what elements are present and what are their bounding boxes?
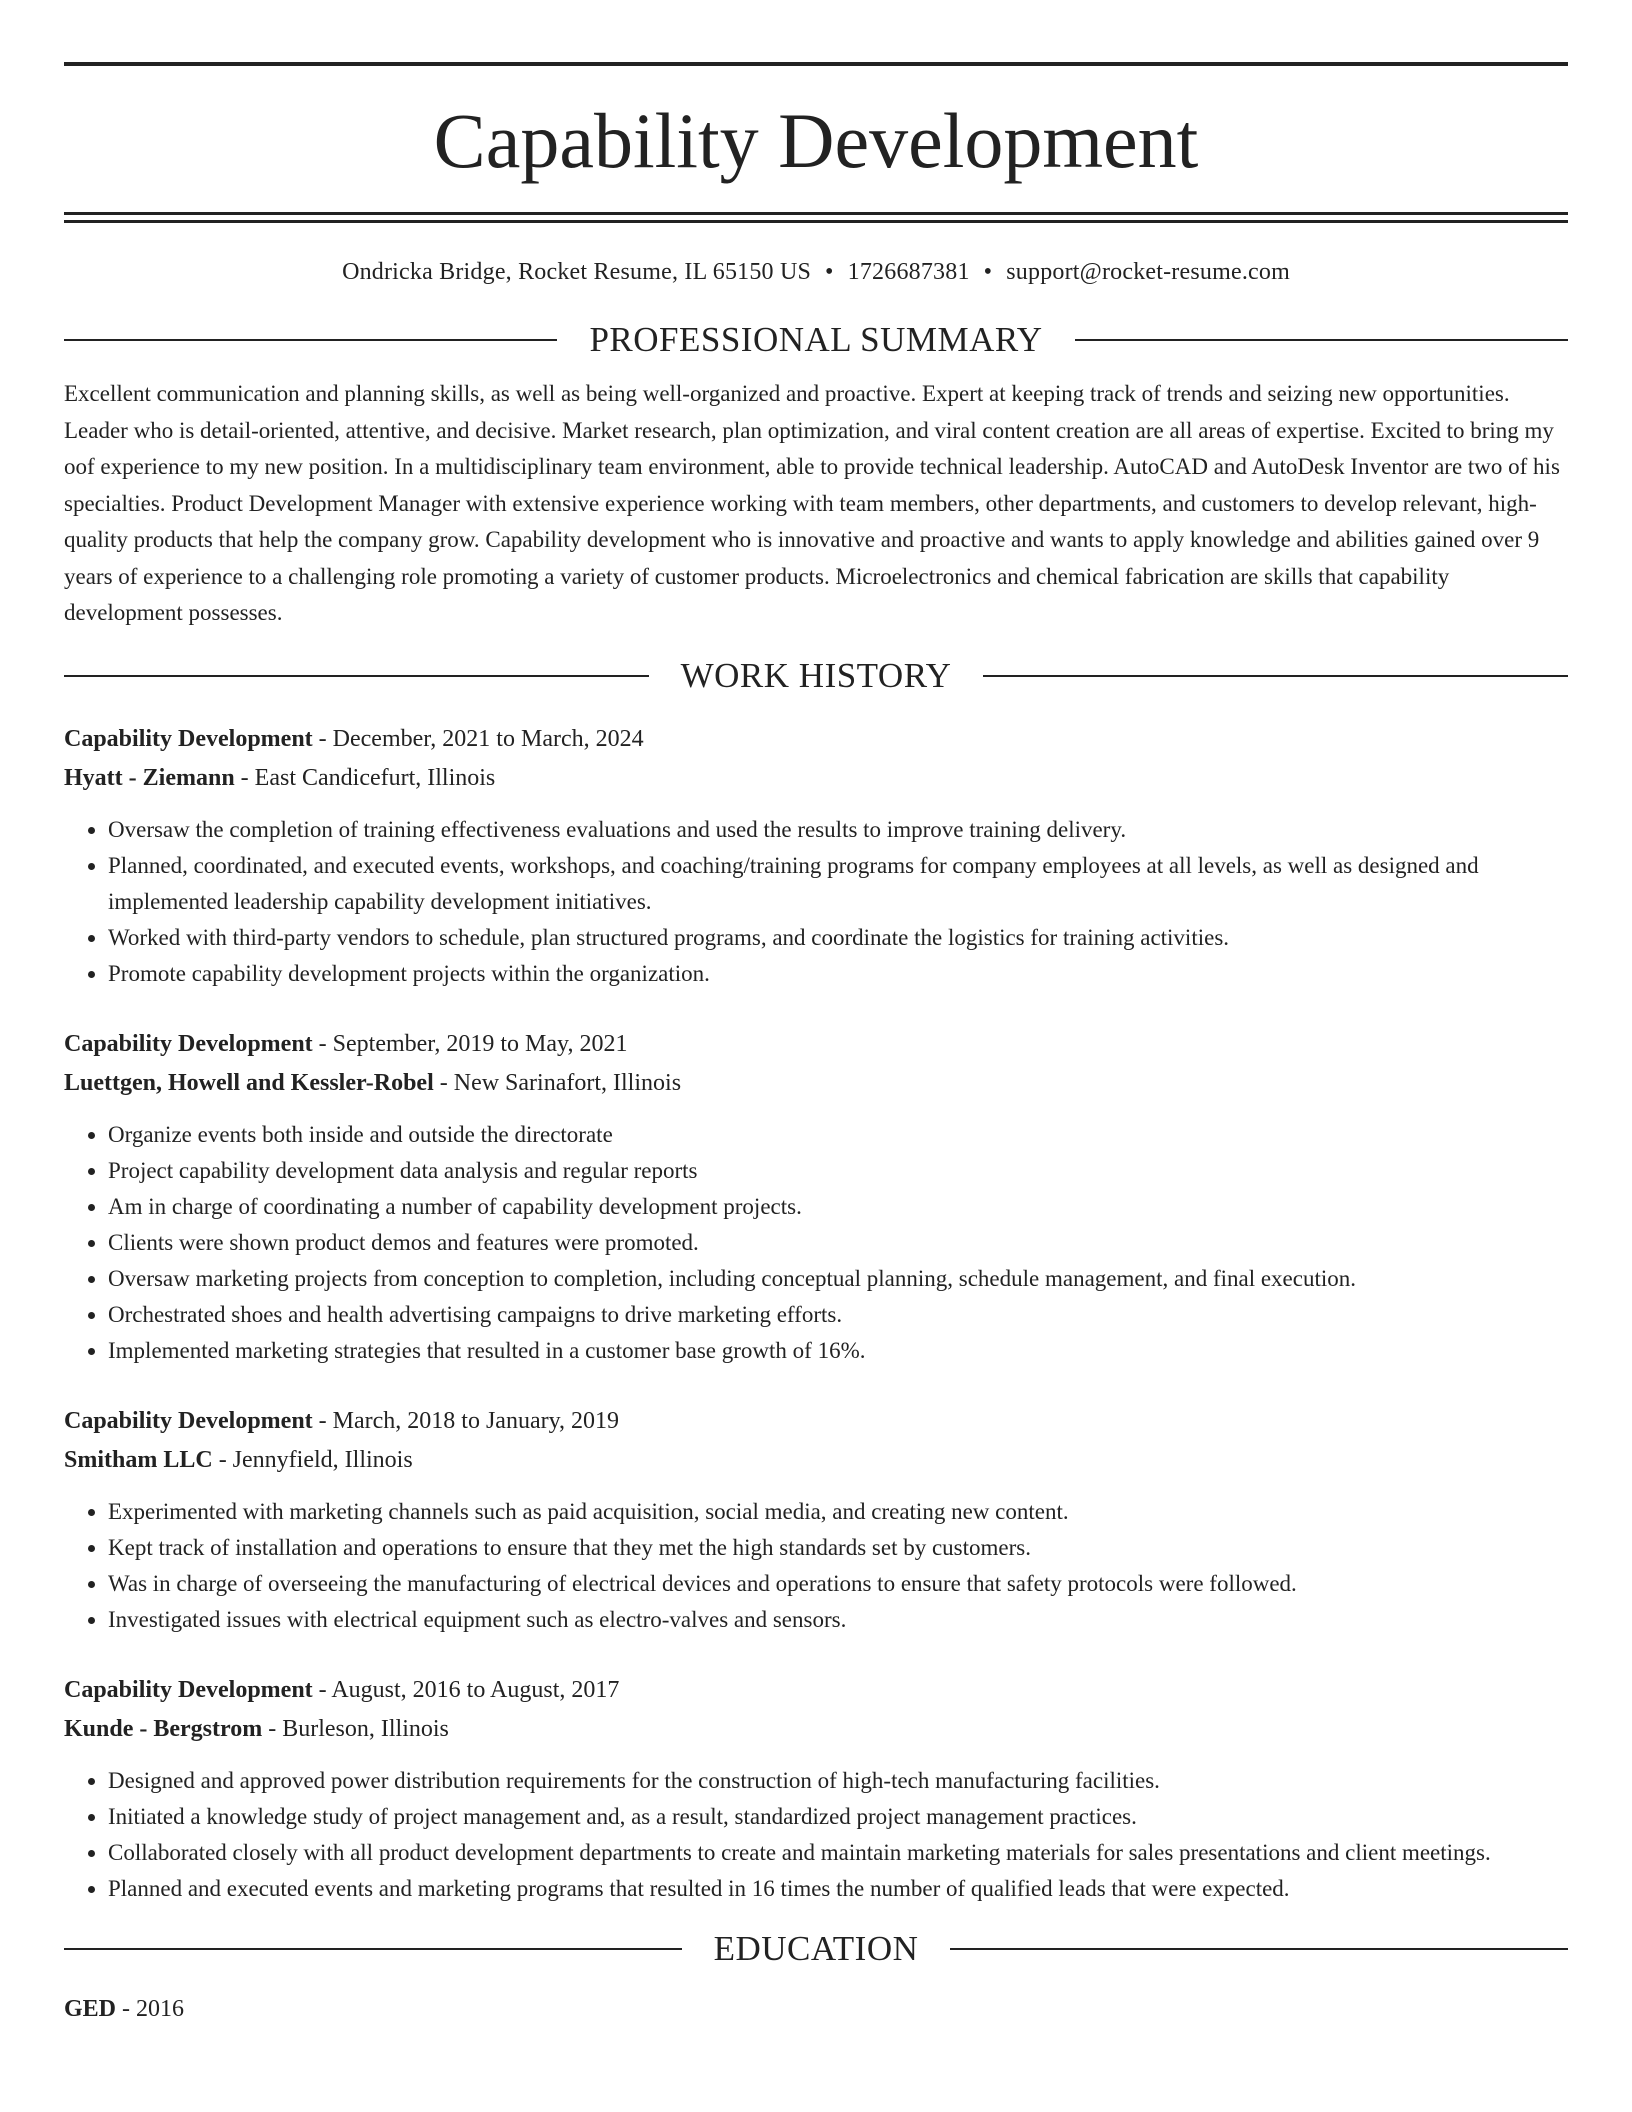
job-location: - Burleson, Illinois bbox=[262, 1715, 449, 1742]
job-title-line bbox=[64, 1025, 1568, 1064]
job-company: Smitham LLC bbox=[64, 1446, 213, 1473]
job-entry bbox=[64, 720, 1568, 992]
job-bullet: • Implemented marketing strategies that resulted in a customer base growth of 16%. bbox=[108, 1333, 1568, 1369]
education-section-heading bbox=[64, 1927, 1568, 1971]
job-bullet: • Initiated a knowledge study of project management and, as a result, standardized project management practices. bbox=[108, 1799, 1568, 1835]
job-list bbox=[64, 720, 1568, 1907]
job-company-line bbox=[64, 1441, 1568, 1480]
work-heading: WORK HISTORY bbox=[680, 655, 952, 695]
job-location: - Jennyfield, Illinois bbox=[212, 1446, 413, 1473]
job-bullets bbox=[64, 1763, 1568, 1907]
job-bullet: • Designed and approved power distribution requirements for the construction of high-tech manufacturing facilities. bbox=[108, 1763, 1568, 1799]
job-bullet: • Clients were shown product demos and features were promoted. bbox=[108, 1225, 1568, 1261]
job-bullet: • Experimented with marketing channels such as paid acquisition, social media, and creating new content. bbox=[108, 1494, 1568, 1530]
job-entry bbox=[64, 1671, 1568, 1907]
job-bullet: • Orchestrated shoes and health advertising campaigns to drive marketing efforts. bbox=[108, 1297, 1568, 1333]
summary-heading: PROFESSIONAL SUMMARY bbox=[589, 320, 1043, 359]
job-bullet: • Planned and executed events and marketing programs that resulted in 16 times the number of qualified leads that were expected. bbox=[108, 1871, 1568, 1907]
education-entry bbox=[64, 1991, 1568, 2027]
job-bullet: • Am in charge of coordinating a number of capability development projects. bbox=[108, 1189, 1568, 1225]
resume-name: Capability Development bbox=[433, 97, 1199, 184]
contact-separator: • bbox=[825, 259, 834, 285]
job-dates: - March, 2018 to January, 2019 bbox=[312, 1407, 620, 1434]
job-dates: - September, 2019 to May, 2021 bbox=[312, 1030, 628, 1057]
contact-separator: • bbox=[983, 259, 993, 285]
job-title: Capability Development bbox=[64, 1030, 313, 1057]
job-location: - New Sarinafort, Illinois bbox=[433, 1069, 682, 1096]
job-bullet: • Worked with third-party vendors to schedule, plan structured programs, and coordinate the logistics for training activities. bbox=[108, 920, 1568, 956]
work-section-heading bbox=[64, 654, 1568, 698]
job-bullet: • Oversaw marketing projects from conception to completion, including conceptual planning, schedule management, and final execution. bbox=[108, 1261, 1568, 1297]
job-bullet: • Project capability development data analysis and regular reports bbox=[108, 1153, 1568, 1189]
name-double-rule bbox=[64, 212, 1568, 222]
resume-page bbox=[64, 62, 1568, 2027]
job-title: Capability Development bbox=[64, 725, 313, 752]
job-title: Capability Development bbox=[64, 1676, 313, 1703]
contact-line bbox=[64, 256, 1568, 288]
top-rule bbox=[64, 62, 1568, 66]
heading-rule-left bbox=[64, 1948, 682, 1950]
heading-rule-right bbox=[983, 675, 1568, 677]
job-company-line bbox=[64, 1064, 1568, 1103]
job-company-line bbox=[64, 1710, 1568, 1749]
education-heading: EDUCATION bbox=[713, 1928, 919, 1968]
job-bullet: • Kept track of installation and operations to ensure that they met the high standards set by customers. bbox=[108, 1530, 1568, 1566]
contact-phone: 1726687381 bbox=[847, 259, 970, 285]
job-bullet: • Collaborated closely with all product development departments to create and maintain marketing materials for sales presentations and client meetings. bbox=[108, 1835, 1568, 1871]
job-bullet: • Promote capability development projects within the organization. bbox=[108, 956, 1568, 992]
heading-rule-left bbox=[64, 339, 557, 341]
job-bullets bbox=[64, 812, 1568, 992]
job-title-line bbox=[64, 720, 1568, 759]
job-bullet: • Oversaw the completion of training effectiveness evaluations and used the results to improve training delivery. bbox=[108, 812, 1568, 848]
job-dates: - August, 2016 to August, 2017 bbox=[312, 1676, 620, 1703]
heading-rule-left bbox=[64, 675, 649, 677]
job-location: - East Candicefurt, Illinois bbox=[234, 764, 496, 791]
heading-rule-right bbox=[1075, 339, 1568, 341]
contact-address: Ondricka Bridge, Rocket Resume, IL 65150 US bbox=[342, 259, 812, 285]
job-entry bbox=[64, 1402, 1568, 1638]
education-year: - 2016 bbox=[116, 1995, 185, 2022]
contact-email: support@rocket-resume.com bbox=[1006, 259, 1290, 285]
summary-section-heading bbox=[64, 318, 1568, 362]
summary-text: Excellent communication and planning skills, as well as being well-organized and proactive. Expert at keeping track of trends and seizing new opportunities. Leader who is detail-oriented, attentive, and decisive. Market research, plan optimization, and viral content creation are all areas of expertise. Excited to bring my oof experience to my new position. In a multidisciplinary team environment, able to provide technical leadership. AutoCAD and AutoDesk Inventor are two of his specialties. Product Development Manager with extensive experience working with team members, other departments, and customers to develop relevant, high-quality products that help the company grow. Capability development who is innovative and proactive and wants to apply knowledge and abilities gained over 9 years of experience to a challenging role promoting a variety of customer products. Microelectronics and chemical fabrication are skills that capability development possesses. bbox=[64, 381, 1560, 625]
job-bullets bbox=[64, 1117, 1568, 1369]
job-bullet: • Was in charge of overseeing the manufacturing of electrical devices and operations to ensure that safety protocols were followed. bbox=[108, 1566, 1568, 1602]
job-company-line bbox=[64, 759, 1568, 798]
job-entry bbox=[64, 1025, 1568, 1369]
job-bullet: • Planned, coordinated, and executed events, workshops, and coaching/training programs for company employees at all levels, as well as designed and implemented leadership capability development initiatives. bbox=[108, 848, 1568, 920]
education-degree: GED bbox=[64, 1995, 117, 2022]
job-bullet: • Organize events both inside and outside the directorate bbox=[108, 1117, 1568, 1153]
job-bullet: • Investigated issues with electrical equipment such as electro-valves and sensors. bbox=[108, 1602, 1568, 1638]
job-title-line bbox=[64, 1671, 1568, 1710]
job-dates: - December, 2021 to March, 2024 bbox=[312, 725, 644, 752]
heading-rule-right bbox=[950, 1948, 1568, 1950]
job-title-line bbox=[64, 1402, 1568, 1441]
job-title: Capability Development bbox=[64, 1407, 313, 1434]
job-company: Hyatt - Ziemann bbox=[64, 764, 235, 791]
job-bullets bbox=[64, 1494, 1568, 1638]
job-company: Luettgen, Howell and Kessler-Robel bbox=[64, 1069, 434, 1096]
job-company: Kunde - Bergstrom bbox=[64, 1715, 263, 1742]
